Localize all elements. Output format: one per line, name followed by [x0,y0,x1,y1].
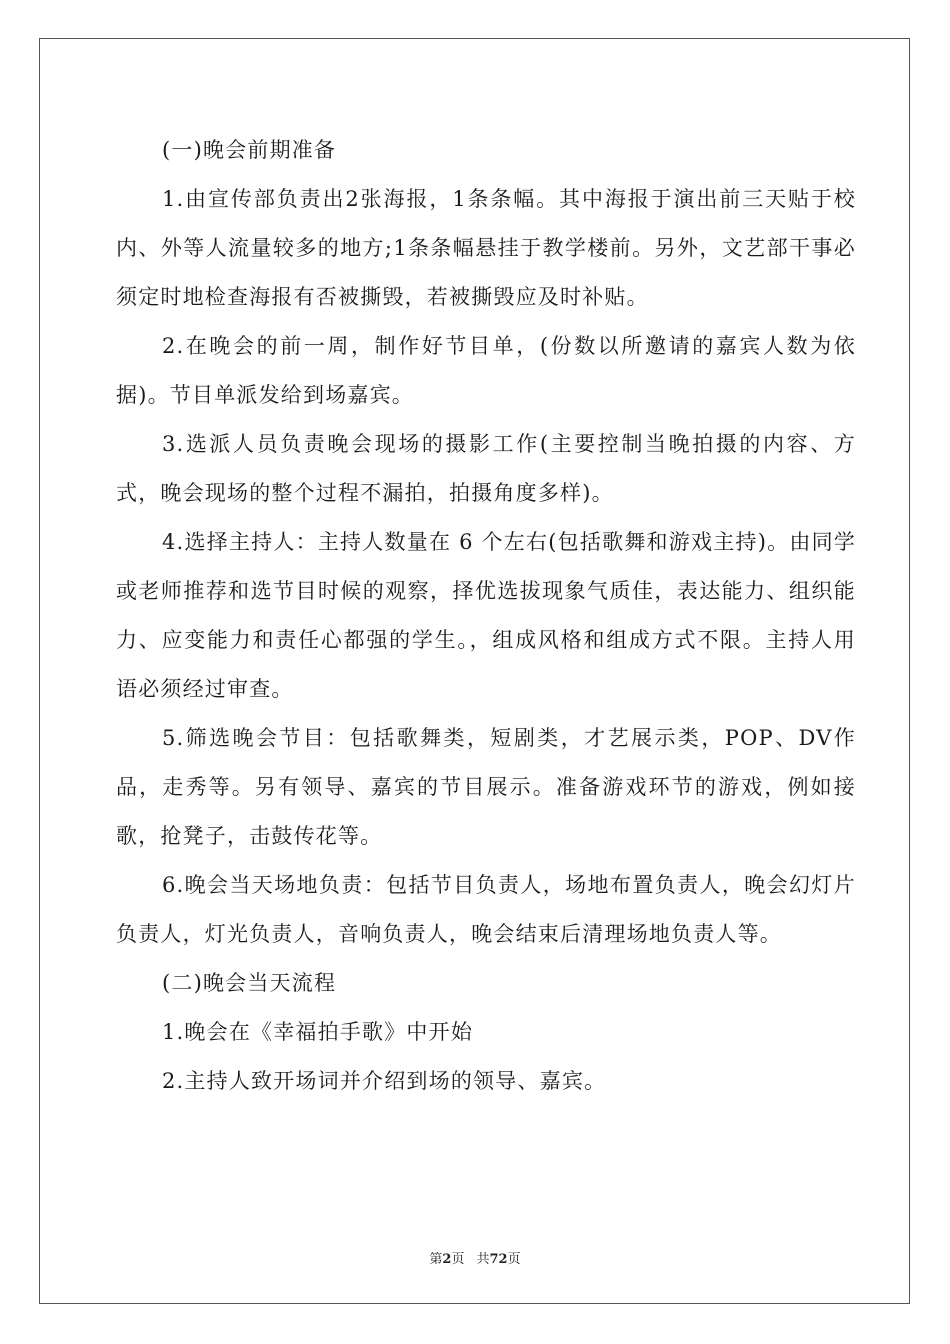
paragraph-posters: 1.由宣传部负责出2张海报，1条条幅。其中海报于演出前三天贴于校内、外等人流量较多的地方;1条条幅悬挂于教学楼前。另外，文艺部干事必须定时地检查海报有否被撕毁，若被撕毁应及时补贴。 [116,187,856,309]
paragraph-program-list: 2.在晚会的前一周，制作好节目单，(份数以所邀请的嘉宾人数为依据)。节目单派发给到场嘉宾。 [116,334,856,407]
paragraph-photography: 3.选派人员负责晚会现场的摄影工作(主要控制当晚拍摄的内容、方式，晚会现场的整个过程不漏拍，拍摄角度多样)。 [116,432,856,505]
paragraph-hosts: 4.选择主持人：主持人数量在 6 个左右(包括歌舞和游戏主持)。由同学或老师推荐和选节目时候的观察，择优选拔现象气质佳，表达能力、组织能力、应变能力和责任心都强的学生。，组成风格和组成方式不限。主持人用语必须经过审查。 [116,530,856,701]
paragraph-opening-song: 1.晚会在《幸福拍手歌》中开始 [162,1020,474,1044]
page-suffix: 页 [451,1252,465,1267]
total-suffix: 页 [507,1252,521,1267]
page-footer [0,1248,950,1267]
page-prefix: 第 [429,1252,443,1267]
total-prefix: 共 [476,1252,490,1267]
paragraph-venue-responsibility: 6.晚会当天场地负责：包括节目负责人，场地布置负责人，晚会幻灯片负责人，灯光负责人，音响负责人，晚会结束后清理场地负责人等。 [116,873,856,946]
page-number: 2 [442,1252,452,1267]
paragraph-host-opening: 2.主持人致开场词并介绍到场的领导、嘉宾。 [162,1069,607,1093]
total-pages: 72 [489,1252,508,1267]
paragraph-program-selection: 5.筛选晚会节目：包括歌舞类，短剧类，才艺展示类，POP、DV作品，走秀等。另有领导、嘉宾的节目展示。准备游戏环节的游戏，例如接歌，抢凳子，击鼓传花等。 [116,726,856,848]
document-body [116,126,856,1106]
section-heading-day-flow: (二)晚会当天流程 [162,971,337,995]
section-heading-preparation: (一)晚会前期准备 [162,138,337,162]
